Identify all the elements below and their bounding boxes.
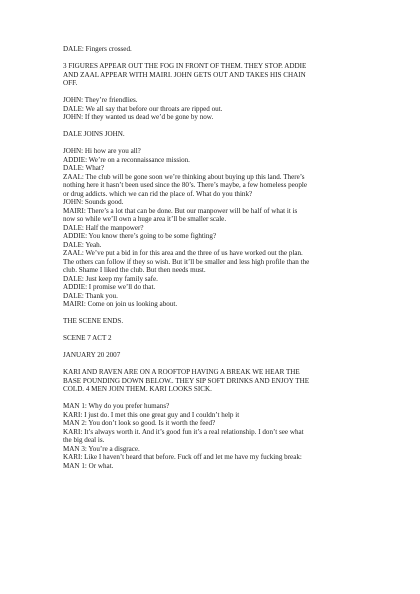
text-line: DALE: Half the manpower? <box>63 223 144 232</box>
text-line: MAN 1: Or what. <box>63 461 114 470</box>
text-line: KARI: I just do. I met this one great guy and I couldn’t help it <box>63 410 240 419</box>
text-line: ADDIE: I promise we’ll do that. <box>63 283 156 291</box>
text-line: DALE: Fingers crossed. <box>63 45 132 53</box>
text-line: JOHN: If they wanted us dead we’d be gone by now. <box>63 113 214 121</box>
text-line: 3 FIGURES APPEAR OUT THE FOG IN FRONT OF THEM. THEY STOP. ADDIE <box>63 62 307 70</box>
text-line: BASE POUNDING DOWN BELOW.. THEY SIP SOFT DRINKS AND ENJOY THE <box>63 376 310 385</box>
text-line: nothing here it hasn’t been used since the 80’s. There’s maybe, a few homeless people <box>63 181 308 189</box>
text-line: JOHN: Sounds good. <box>63 198 124 206</box>
text-line: THE SCENE ENDS. <box>63 317 124 325</box>
text-line: MAN 2: You don’t look so good. Is it worth the feed? <box>63 419 216 427</box>
text-line: club. Shame I liked the club. But then needs must. <box>63 266 206 274</box>
text-line: MAIRI: Come on join us looking about. <box>63 300 178 308</box>
text-line: MAN 1: Why do you prefer humans? <box>63 402 170 410</box>
text-line: AND ZAAL APPEAR WITH MAIRI. JOHN GETS OUT AND TAKES HIS CHAIN <box>63 70 306 79</box>
text-line: DALE: Yeah. <box>63 240 102 249</box>
text-line: KARI: It’s always worth it. And it’s good fun it’s a real relationship. I don’t see what <box>63 427 304 436</box>
text-line: JOHN: Hi how are you all? <box>63 147 141 155</box>
text-line: DALE JOINS JOHN. <box>63 130 125 138</box>
text-line: now so while we’ll own a huge area it’ll be smaller scale. <box>63 215 227 223</box>
stage-direction <box>63 130 363 139</box>
text-line: or drug addicts. which we can rid the place of. What do you think? <box>63 189 253 198</box>
text-line: the big deal is. <box>63 436 105 444</box>
text-line: DALE: Thank you. <box>63 291 118 300</box>
text-line: SCENE 7 ACT 2 <box>63 334 112 342</box>
text-line: KARI: Like I haven’t heard that before. Fuck off and let me have my fucking break: <box>63 453 302 461</box>
script-text <box>63 45 363 479</box>
text-line: DALE: Just keep my family safe. <box>63 274 158 283</box>
scene-heading <box>63 334 363 343</box>
text-line: JOHN: They’re friendlies. <box>63 96 138 104</box>
text-line: JANUARY 20 2007 <box>63 351 121 359</box>
stage-direction <box>63 317 363 326</box>
stage-direction <box>63 368 363 394</box>
stage-direction <box>63 62 363 88</box>
scene-date <box>63 351 363 360</box>
text-line: MAIRI: There’s a lot that can be done. But our manpower will be half of what it is <box>63 206 298 215</box>
text-line: ADDIE: We’re on a reconnaissance mission. <box>63 155 190 164</box>
text-line: ZAAL: We’ve put a bid in for this area and the three of us have worked out the plan. <box>63 249 303 257</box>
text-line: ADDIE: You know there’s going to be some fighting? <box>63 232 217 240</box>
dialogue-block <box>63 147 363 309</box>
text-line: KARI AND RAVEN ARE ON A ROOFTOP HAVING A BREAK WE HEAR THE <box>63 368 300 376</box>
dialogue-block <box>63 402 363 470</box>
dialogue-block <box>63 45 363 54</box>
text-line: ZAAL: The club will be gone soon we’re thinking about buying up this land. There’s <box>63 172 305 181</box>
text-line: The others can follow if they so wish. But it’ll be smaller and less high profile than the <box>63 257 310 266</box>
text-line: OFF. <box>63 79 78 87</box>
text-line: COLD. 4 MEN JOIN THEM. KARI LOOKS SICK. <box>63 385 212 393</box>
text-line: DALE: What? <box>63 164 105 172</box>
text-line: MAN 3: You’re a disgrace. <box>63 444 140 453</box>
dialogue-block <box>63 96 363 122</box>
text-line: DALE: We all say that before our throats are ripped out. <box>63 104 223 113</box>
